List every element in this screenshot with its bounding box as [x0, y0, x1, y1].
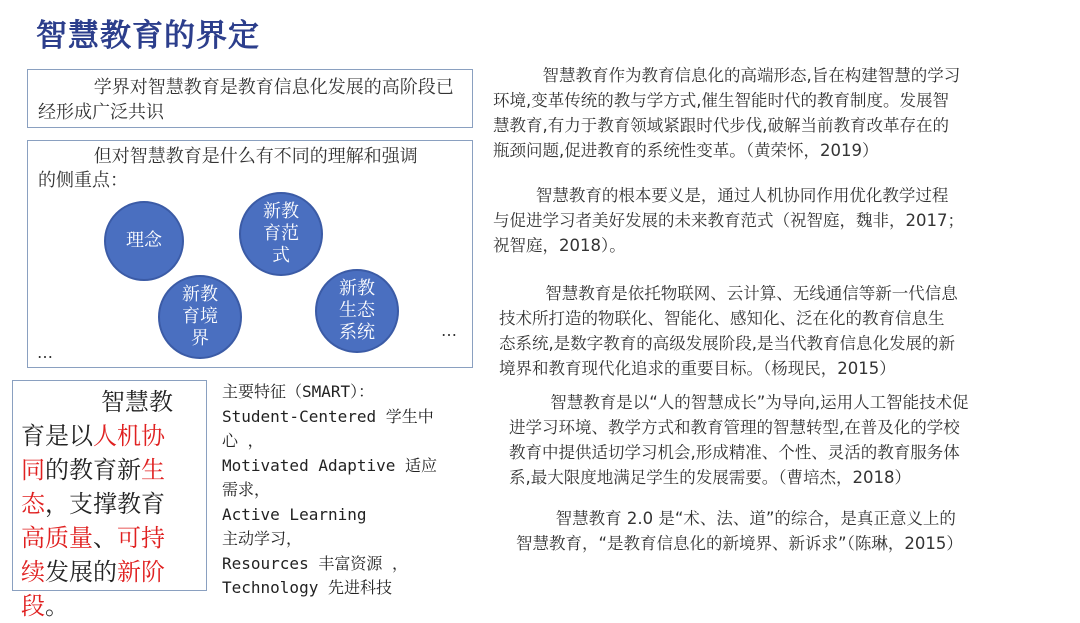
smart-line: Active Learning — [222, 504, 367, 524]
understanding-line-1: 但对智慧教育是什么有不同的理解和强调 — [93, 146, 418, 167]
quote-line: 智慧教育的根本要义是，通过人机协同作用优化教学过程 — [535, 186, 949, 205]
smart-line: Resources 丰富资源 ， — [222, 553, 408, 573]
circle-ecosystem — [315, 269, 399, 353]
quote-line: 智慧教育是以“人的智慧成长”为导向,运用人工智能技术促 — [550, 393, 969, 412]
quote-line: 系,最大限度地满足学生的发展需要。（曹培杰，2018） — [509, 468, 911, 487]
consensus-box — [27, 69, 473, 128]
definition-highlight: 续 — [21, 558, 45, 586]
definition-highlight: 人机协 — [93, 422, 165, 450]
quote-line: 智慧教育 2.0 是“术、法、道”的综合，是真正意义上的 — [555, 509, 956, 528]
definition-highlight: 段 — [21, 592, 45, 620]
definition-text-part: ，支撑教育 — [45, 490, 165, 518]
circle-paradigm-line: 育范 — [263, 223, 299, 244]
definition-highlight: 高质量 — [21, 524, 93, 552]
page-title: 智慧教育的界定 — [36, 18, 260, 54]
quote-huang — [493, 63, 1068, 163]
quote-line: 技术所打造的物联化、智能化、感知化、泛在化的教育信息生 — [499, 309, 945, 328]
circle-concept-label: 理念 — [126, 230, 162, 251]
definition-text-part: 。 — [45, 592, 69, 620]
quote-chen — [516, 506, 1071, 556]
understanding-line-2: 的侧重点： — [38, 170, 128, 191]
quote-line: 智慧教育，“是教育信息化的新境界、新诉求”（陈琳，2015） — [516, 534, 963, 553]
quote-line: 智慧教育是依托物联网、云计算、无线通信等新一代信息 — [545, 284, 958, 303]
quote-line: 瓶颈问题,促进教育的系统性变革。（黄荣怀，2019） — [493, 141, 879, 160]
definition-box — [12, 380, 207, 620]
quote-zhu — [493, 183, 1068, 258]
quote-line: 与促进学习者美好发展的未来教育范式（祝智庭，魏非，2017； — [493, 211, 964, 230]
definition-text-part: 、 — [93, 524, 117, 552]
smart-line: Motivated Adaptive 适应 — [222, 455, 438, 475]
circle-ecosystem-line: 生态 — [339, 300, 375, 321]
circle-realm-line: 育境 — [182, 306, 218, 327]
ellipsis-left: … — [37, 343, 53, 362]
circle-realm — [158, 275, 242, 359]
definition-text-part: 育是以 — [21, 422, 93, 450]
circle-paradigm — [239, 192, 323, 276]
quote-line: 智慧教育作为教育信息化的高端形态,旨在构建智慧的学习 — [542, 66, 961, 85]
quote-yang — [499, 281, 1069, 381]
circle-realm-line: 界 — [191, 328, 209, 349]
smart-line: Student-Centered 学生中 — [222, 406, 434, 426]
smart-line: 主要特征（SMART）： — [222, 382, 375, 401]
circle-paradigm-line: 式 — [272, 245, 290, 266]
definition-text-part: 的教育新 — [45, 456, 141, 484]
quote-line: 教育中提供适切学习机会,形成精准、个性、灵活的教育服务体 — [509, 443, 960, 462]
circle-paradigm-line: 新教 — [263, 201, 299, 222]
circle-concept — [104, 201, 184, 281]
definition-highlight: 新阶 — [117, 558, 165, 586]
smart-line: 需求， — [222, 480, 271, 499]
definition-text-part: 智慧教 — [101, 388, 173, 416]
smart-line: 主动学习， — [222, 529, 303, 548]
consensus-text: 学界对智慧教育是教育信息化发展的高阶段已经形成广泛共识 — [38, 77, 454, 123]
definition-highlight: 同 — [21, 456, 45, 484]
quote-line: 态系统,是数字教育的高级发展阶段,是当代教育信息化发展的新 — [499, 334, 955, 353]
definition-highlight: 态 — [21, 490, 45, 518]
definition-highlight: 生 — [141, 456, 165, 484]
definition-highlight: 可持 — [117, 524, 165, 552]
ellipsis-right: … — [441, 321, 457, 340]
quote-line: 祝智庭，2018）。 — [493, 236, 626, 255]
quote-line: 进学习环境、教学方式和教育管理的智慧转型,在普及化的学校 — [509, 418, 960, 437]
quote-line: 慧教育,有力于教育领域紧跟时代步伐,破解当前教育改革存在的 — [493, 116, 949, 135]
smart-line: Technology 先进科技 — [222, 578, 392, 597]
circle-ecosystem-line: 系统 — [339, 322, 375, 343]
definition-text-part: 发展的 — [45, 558, 117, 586]
quote-cao — [509, 390, 1071, 490]
circle-realm-line: 新教 — [182, 284, 218, 305]
smart-line: 心 ， — [222, 431, 264, 450]
understanding-box — [27, 140, 473, 368]
quote-line: 环境,变革传统的教与学方式,催生智能时代的教育制度。发展智 — [493, 91, 949, 110]
smart-features — [222, 380, 472, 601]
circle-ecosystem-line: 新教 — [339, 278, 375, 299]
quote-line: 境界和教育现代化追求的重要目标。（杨现民，2015） — [499, 359, 896, 378]
